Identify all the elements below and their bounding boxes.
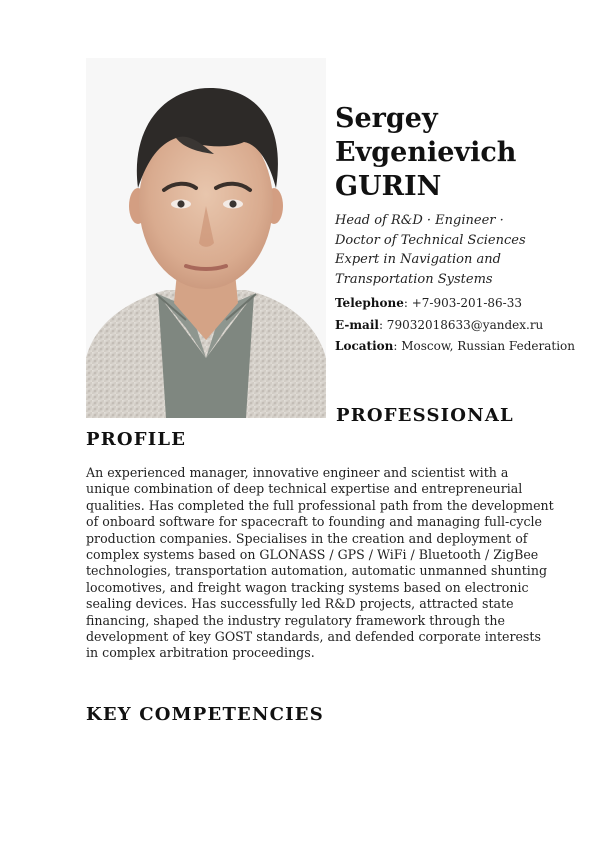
location-value: : Moscow, Russian Federation bbox=[393, 339, 575, 353]
email-label: E-mail bbox=[335, 317, 379, 332]
portrait-image bbox=[86, 58, 326, 418]
profile-photo bbox=[86, 58, 326, 418]
title-line: Expert in Navigation and bbox=[335, 252, 501, 267]
email-row bbox=[335, 317, 580, 334]
key-competencies-heading: KEY COMPETENCIES bbox=[86, 704, 324, 725]
professional-profile-heading-part2: PROFILE bbox=[86, 429, 187, 450]
telephone-value: : +7-903-201-86-33 bbox=[403, 296, 522, 310]
location-row bbox=[335, 338, 580, 355]
title-line: Transportation Systems bbox=[335, 271, 493, 287]
telephone-row bbox=[335, 295, 580, 312]
contact-info bbox=[335, 295, 580, 360]
name-last: GURIN bbox=[335, 171, 442, 202]
person-name bbox=[335, 102, 585, 204]
title-line: Doctor of Technical Sciences bbox=[335, 232, 526, 248]
job-titles bbox=[335, 211, 585, 289]
name-first: Sergey bbox=[335, 103, 438, 134]
profile-summary: An experienced manager, innovative engineer and scientist with a unique combination of deep technical expertise and entrepreneurial qualities. Has completed the full professional path from the development of onboard software for spacecraft to founding and managing full-cycle production companies. Specialises in the creation and deployment of complex systems based on GLONASS / GPS / WiFi / Bluetooth / ZigBee technologies, transportation automation, automatic unmanned shunting locomotives, and freight wagon tracking systems based on electronic sealing devices. Has successfully led R&D projects, attracted state financing, shaped the industry regulatory framework through the development of key GOST standards, and defended corporate interests in complex arbitration proceedings. bbox=[86, 465, 554, 661]
professional-profile-heading-part1: PROFESSIONAL bbox=[336, 405, 514, 426]
telephone-label: Telephone bbox=[335, 296, 404, 310]
name-patronymic: Evgenievich bbox=[335, 137, 517, 168]
title-line: Head of R&D · Engineer · bbox=[335, 213, 504, 228]
location-label: Location bbox=[335, 339, 394, 353]
email-value: : 79032018633@yandex.ru bbox=[378, 317, 544, 332]
